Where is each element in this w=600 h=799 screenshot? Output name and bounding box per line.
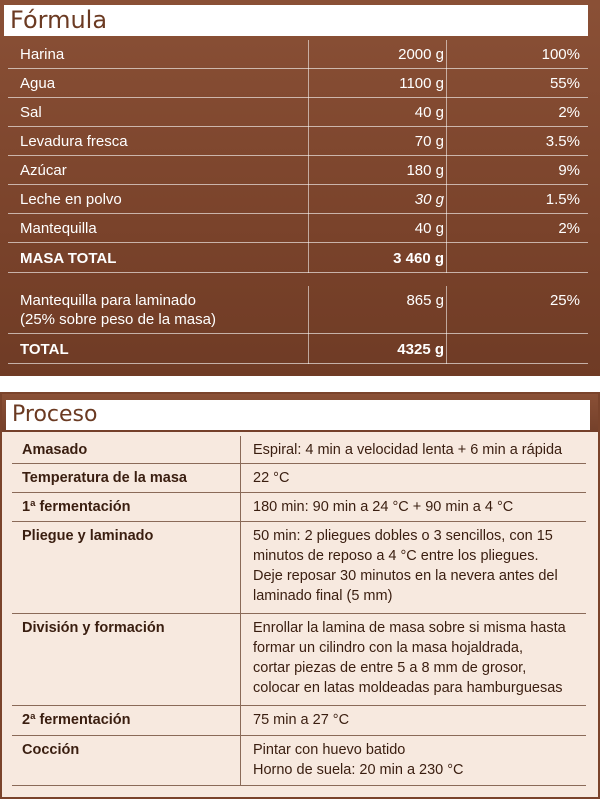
laminado-name: [20, 286, 310, 334]
table-row: [12, 522, 586, 614]
ingredient-weight: 30 g: [308, 185, 446, 214]
formula-title: Fórmula: [4, 5, 588, 36]
total-label: TOTAL: [20, 340, 69, 358]
ingredient-weight: 180 g: [308, 156, 446, 185]
table-row: [8, 185, 588, 214]
laminado-weight: 865 g: [308, 286, 446, 334]
table-row: [12, 706, 586, 736]
ingredient-weight: 40 g: [308, 214, 446, 243]
proceso-header: [2, 394, 598, 432]
ingredient-percent: 2%: [446, 214, 588, 243]
laminado-percent: 25%: [446, 286, 588, 334]
step-value: 180 min: 90 min a 24 °C + 90 min a 4 °C: [240, 493, 586, 522]
step-label: División y formación: [22, 620, 165, 636]
table-row: [12, 464, 586, 493]
step-label: 1ª fermentación: [22, 499, 131, 515]
ingredient-name: Harina: [20, 46, 65, 63]
formula-panel: [0, 0, 600, 376]
step-label: Amasado: [22, 442, 88, 458]
step-label: Cocción: [22, 742, 80, 758]
laminado-name-line1: Mantequilla para laminado: [20, 292, 196, 309]
ingredient-name: Azúcar: [20, 162, 67, 179]
ingredient-percent: 2%: [446, 98, 588, 127]
total-mass-row: [8, 243, 588, 273]
step-label: Pliegue y laminado: [22, 528, 154, 544]
table-row: [12, 493, 586, 522]
ingredient-percent: 9%: [446, 156, 588, 185]
ingredient-name: Levadura fresca: [20, 133, 128, 150]
table-row: [12, 736, 586, 786]
ingredient-weight: 40 g: [308, 98, 446, 127]
table-row: [8, 98, 588, 127]
step-value: Espiral: 4 min a velocidad lenta + 6 min a rápida: [240, 436, 586, 464]
table-row: [12, 614, 586, 706]
laminado-name-line2: (25% sobre peso de la masa): [20, 311, 216, 328]
step-value: 75 min a 27 °C: [240, 706, 586, 736]
step-value: Pintar con huevo batido Horno de suela: 20 min a 230 °C: [240, 736, 586, 786]
step-value: 22 °C: [240, 464, 586, 493]
total-mass-label: MASA TOTAL: [20, 249, 117, 267]
total-percent: [446, 334, 588, 364]
table-row: [8, 40, 588, 69]
table-row: [8, 127, 588, 156]
laminado-row: [8, 286, 588, 334]
proceso-panel: [0, 392, 600, 799]
ingredient-name: Mantequilla: [20, 220, 97, 237]
total-row: [8, 334, 588, 364]
ingredient-name: Leche en polvo: [20, 191, 122, 208]
step-label: 2ª fermentación: [22, 712, 131, 728]
step-value: Enrollar la lamina de masa sobre si misma hasta formar un cilindro con la masa hojaldrada, cortar piezas de entre 5 a 8 mm de grosor, colocar en latas moldeadas para hamburguesas: [240, 614, 586, 706]
step-value: 50 min: 2 pliegues dobles o 3 sencillos, con 15 minutos de reposo a 4 °C entre los pliegues. Deje reposar 30 minutos en la nevera antes del laminado final (5 mm): [240, 522, 586, 614]
ingredient-name: Agua: [20, 75, 56, 92]
total-weight: 4325 g: [308, 334, 446, 364]
ingredient-weight: 70 g: [308, 127, 446, 156]
total-mass-percent: [446, 243, 588, 273]
ingredient-weight: 1100 g: [308, 69, 446, 98]
step-label: Temperatura de la masa: [22, 470, 187, 486]
total-mass-weight: 3 460 g: [308, 243, 446, 273]
table-row: [12, 436, 586, 464]
proceso-title: Proceso: [6, 400, 590, 430]
ingredient-percent: 3.5%: [446, 127, 588, 156]
table-row: [8, 214, 588, 243]
ingredient-weight: 2000 g: [308, 40, 446, 69]
ingredient-percent: 1.5%: [446, 185, 588, 214]
ingredient-percent: 55%: [446, 69, 588, 98]
table-row: [8, 69, 588, 98]
table-row: [8, 156, 588, 185]
ingredient-name: Sal: [20, 104, 42, 121]
ingredient-percent: 100%: [446, 40, 588, 69]
